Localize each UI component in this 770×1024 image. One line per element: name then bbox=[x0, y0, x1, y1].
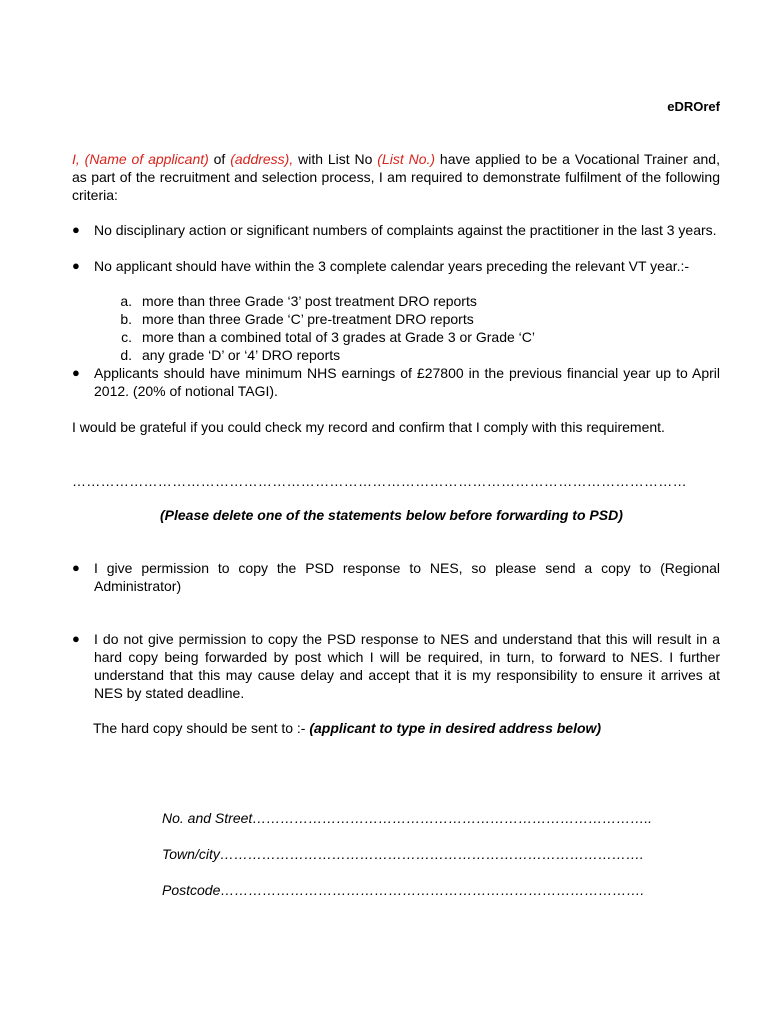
postcode-field[interactable]: Postcode………………………………………………………………………………. bbox=[162, 882, 645, 898]
town-field[interactable]: Town/city………………………………………………………………………………. bbox=[162, 846, 644, 862]
dotted-separator: ………………………………………………………………………………………………………………… bbox=[72, 473, 687, 489]
bullet-icon: ● bbox=[72, 631, 80, 646]
hard-copy-text: The hard copy should be sent to :- bbox=[93, 720, 310, 736]
delete-instruction: (Please delete one of the statements below before forwarding to PSD) bbox=[160, 507, 623, 523]
criteria-text: Applicants should have minimum NHS earnings of £27800 in the previous financial year up to April 2012. (20% of notional TAGI). bbox=[94, 365, 720, 399]
applicant-name-placeholder: (Name of applicant) bbox=[84, 151, 209, 167]
intro-tail: have applied to be a Vocational Trainer and, as part of the recruitment and selection process, I am required to demonstrate fulfilment of the following criteria: bbox=[72, 151, 720, 203]
hard-copy-emphasis: (applicant to type in desired address below) bbox=[309, 720, 602, 736]
sub-criteria-label: b. bbox=[120, 311, 132, 327]
sub-criteria-text: more than a combined total of 3 grades at Grade 3 or Grade ‘C’ bbox=[142, 329, 535, 345]
intro-with-list: with List No bbox=[293, 151, 378, 167]
criteria-text: No disciplinary action or significant numbers of complaints against the practitioner in the last 3 years. bbox=[94, 222, 717, 238]
address-placeholder: (address), bbox=[230, 151, 294, 167]
list-number-placeholder: (List No.) bbox=[377, 151, 436, 167]
statement-text: I give permission to copy the PSD response to NES, so please send a copy to (Regional Administrator) bbox=[94, 560, 720, 594]
criteria-text: No applicant should have within the 3 complete calendar years preceding the relevant VT year.:- bbox=[94, 258, 690, 274]
sub-criteria-text: any grade ‘D’ or ‘4’ DRO reports bbox=[142, 347, 341, 363]
sub-criteria-label: d. bbox=[120, 347, 132, 363]
intro-of: of bbox=[208, 151, 231, 167]
sub-criteria-label: a. bbox=[120, 293, 132, 309]
bullet-icon: ● bbox=[72, 222, 80, 237]
bullet-icon: ● bbox=[72, 365, 80, 380]
hard-copy-line bbox=[93, 719, 601, 737]
sub-criteria-text: more than three Grade ‘C’ pre-treatment DRO reports bbox=[142, 311, 474, 327]
sub-criteria-text: more than three Grade ‘3’ post treatment DRO reports bbox=[142, 293, 477, 309]
document-reference: eDROref bbox=[667, 99, 720, 114]
intro-paragraph bbox=[72, 150, 720, 204]
street-field[interactable]: No. and Street………………………………………………………………………….. bbox=[162, 810, 653, 826]
bullet-icon: ● bbox=[72, 560, 80, 575]
intro-lead: I, bbox=[72, 151, 85, 167]
statement-text: I do not give permission to copy the PSD response to NES and understand that this will result in a hard copy being forwarded by post which I will be required, in turn, to forward to NES. I further understand that this may cause delay and accept that it is my responsibility to ensure it arrives at NES by stated deadline. bbox=[94, 631, 720, 701]
sub-criteria-label: c. bbox=[121, 329, 132, 345]
bullet-icon: ● bbox=[72, 258, 80, 273]
request-paragraph: I would be grateful if you could check my record and confirm that I comply with this requirement. bbox=[72, 419, 665, 435]
